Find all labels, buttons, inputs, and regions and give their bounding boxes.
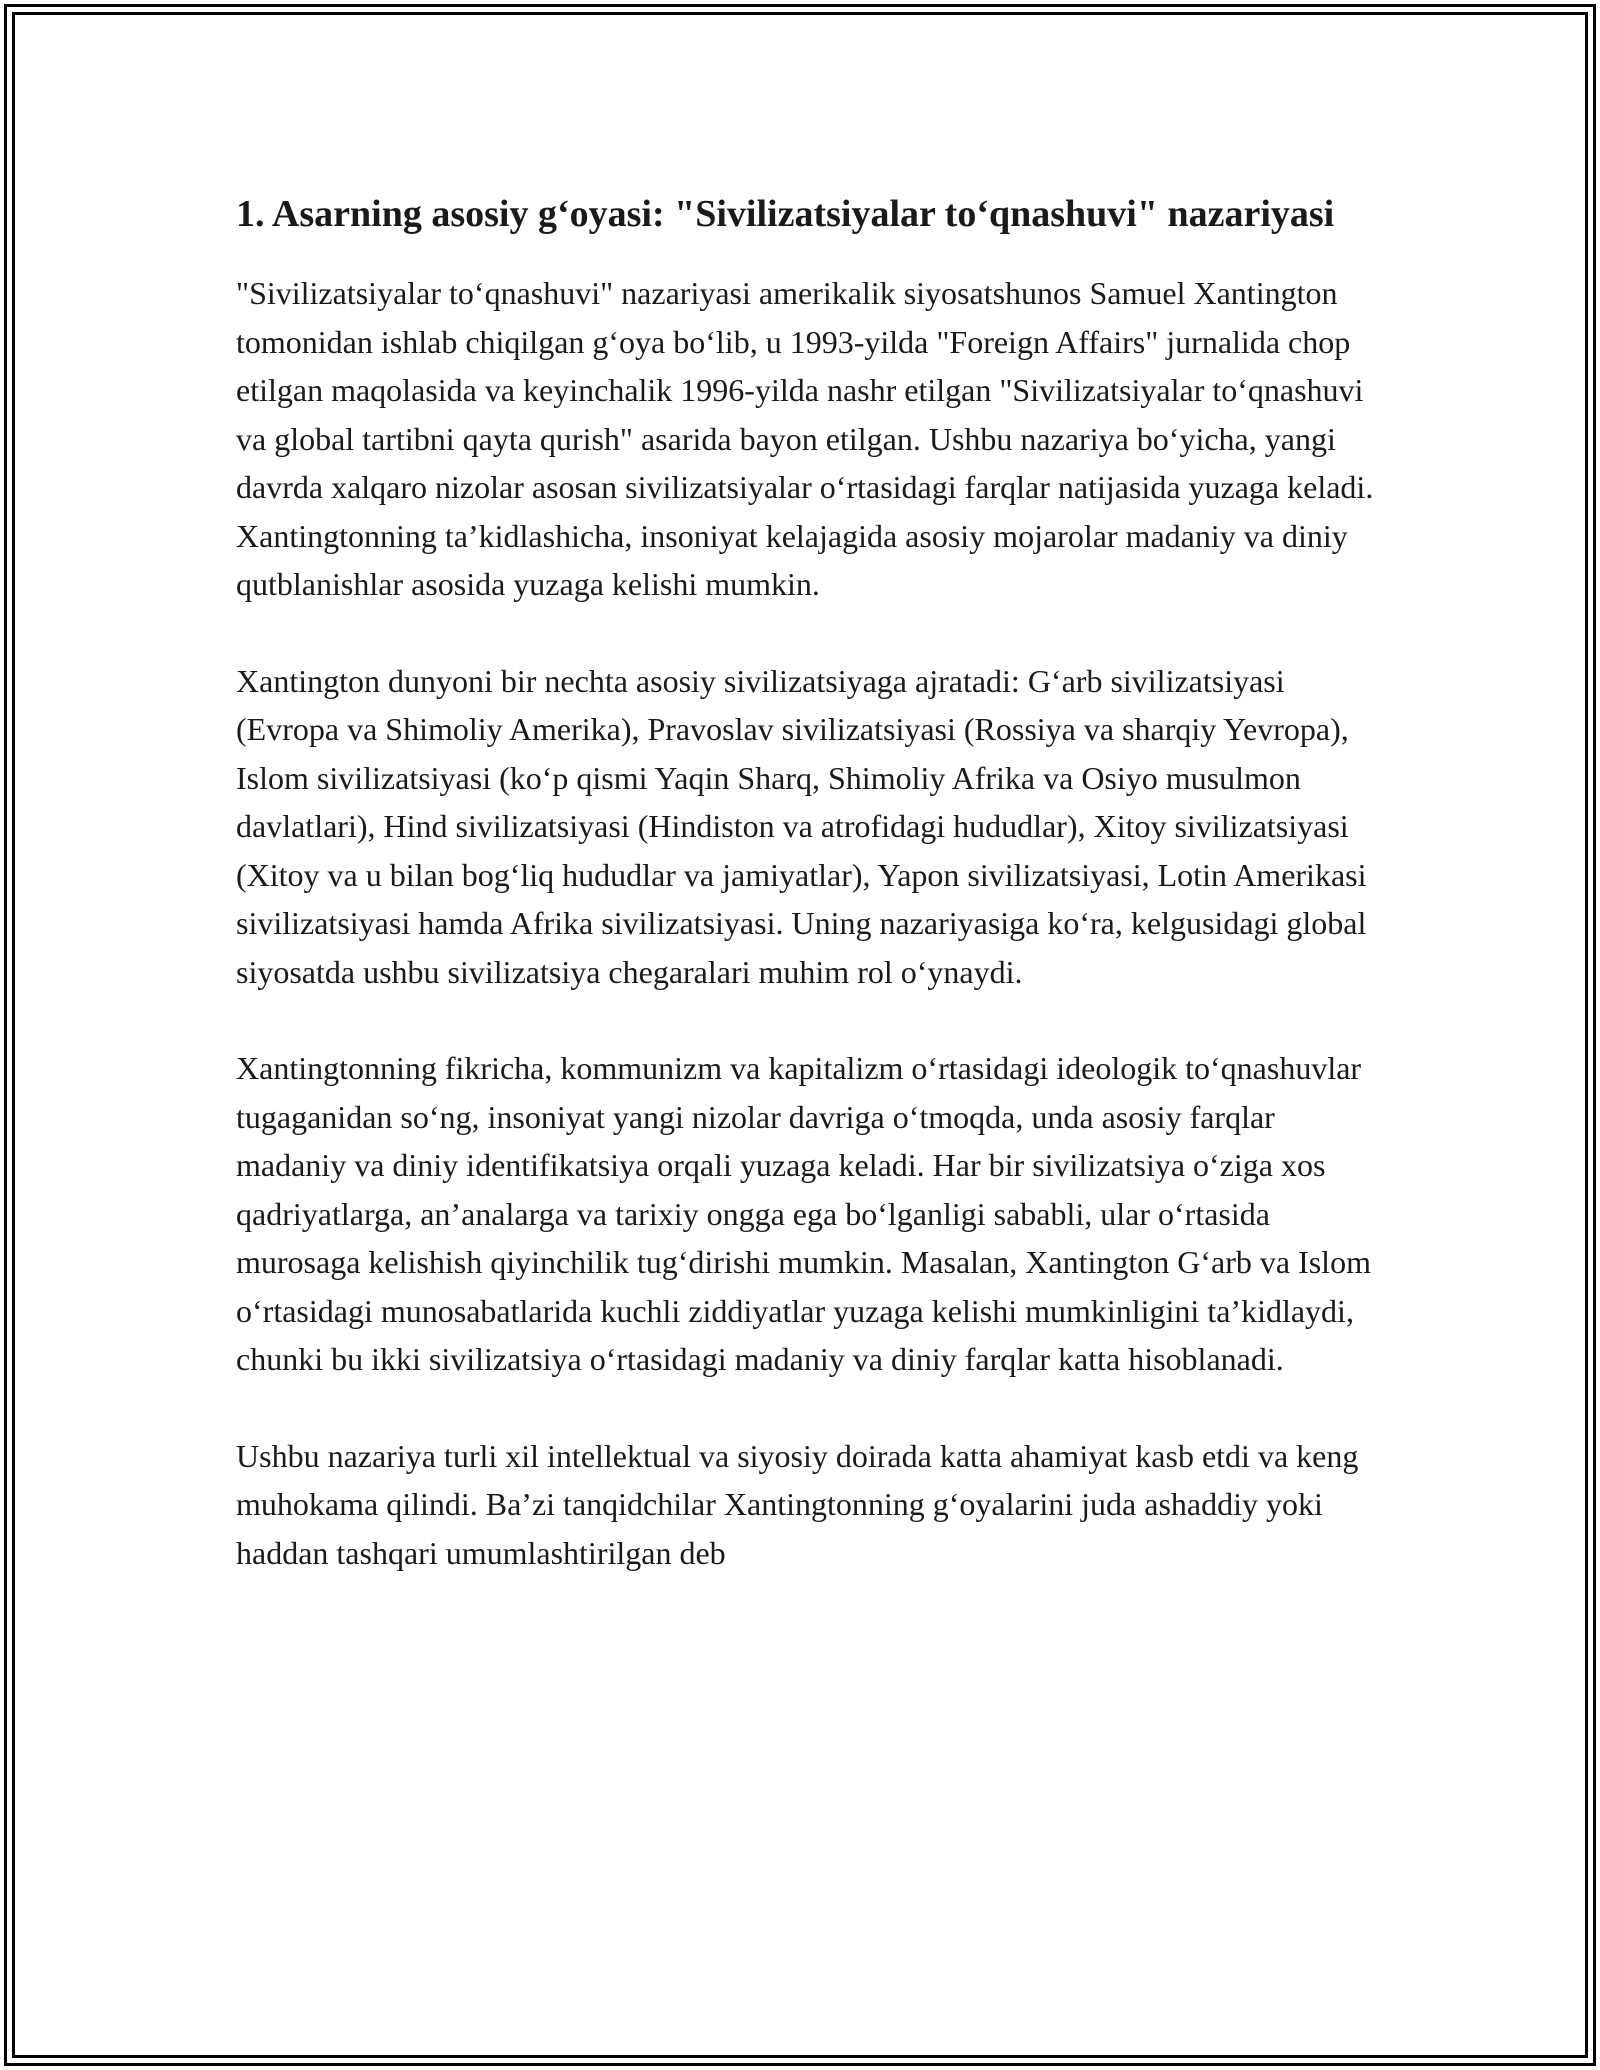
paragraph-3: Xantingtonning fikricha, kommunizm va kapitalizm o‘rtasidagi ideologik to‘qnashuvlar tugaganidan so‘ng, insoniyat yangi nizolar davriga o‘tmoqda, unda asosiy farqlar madaniy va diniy identifikatsiya orqali yuzaga keladi. Har bir sivilizatsiya o‘ziga xos qadriyatlarga, an’analarga va tarixiy ongga ega bo‘lganligi sababli, ular o‘rtasida murosaga kelishish qiyinchilik tug‘dirishi mumkin. Masalan, Xantington G‘arb va Islom o‘rtasidagi munosabatlarida kuchli ziddiyatlar yuzaga kelishi mumkinligini ta’kidlaydi, chunki bu ikki sivilizatsiya o‘rtasidagi madaniy va diniy farqlar katta hisoblanadi. — [236, 1050, 1371, 1377]
document-body — [236, 186, 1386, 1577]
paragraph-4: Ushbu nazariya turli xil intellektual va siyosiy doirada katta ahamiyat kasb etdi va keng muhokama qilindi. Ba’zi tanqidchilar Xantingtonning g‘oyalarini juda ashaddiy yoki haddan tashqari umumlashtirilgan deb — [236, 1437, 1359, 1571]
paragraph-1: "Sivilizatsiyalar to‘qnashuvi" nazariyasi amerikalik siyosatshunos Samuel Xantington tomonidan ishlab chiqilgan g‘oya bo‘lib, u 1993-yilda "Foreign Affairs" jurnalida chop etilgan maqolasida va keyinchalik 1996-yilda nashr etilgan "Sivilizatsiyalar to‘qnashuvi va global tartibni qayta qurish" asarida bayon etilgan. Ushbu nazariya bo‘yicha, yangi davrda xalqaro nizolar asosan sivilizatsiyalar o‘rtasidagi farqlar natijasida yuzaga keladi. Xantingtonning ta’kidlashicha, insoniyat kelajagida asosiy mojarolar madaniy va diniy qutblanishlar asosida yuzaga kelishi mumkin. — [236, 275, 1374, 602]
section-heading: 1. Asarning asosiy g‘oyasi: "Sivilizatsiyalar to‘qnashuvi" nazariyasi — [236, 193, 1335, 235]
paragraph-2: Xantington dunyoni bir nechta asosiy sivilizatsiyaga ajratadi: G‘arb sivilizatsiyasi (Evropa va Shimoliy Amerika), Pravoslav sivilizatsiyasi (Rossiya va sharqiy Yevropa), Islom sivilizatsiyasi (ko‘p qismi Yaqin Sharq, Shimoliy Afrika va Osiyo musulmon davlatlari), Hind sivilizatsiyasi (Hindiston va atrofidagi hududlar), Xitoy sivilizatsiyasi (Xitoy va u bilan bog‘liq hududlar va jamiyatlar), Yapon sivilizatsiyasi, Lotin Amerikasi sivilizatsiyasi hamda Afrika sivilizatsiyasi. Uning nazariyasiga ko‘ra, kelgusidagi global siyosatda ushbu sivilizatsiya chegaralari muhim rol o‘ynaydi. — [236, 662, 1367, 990]
